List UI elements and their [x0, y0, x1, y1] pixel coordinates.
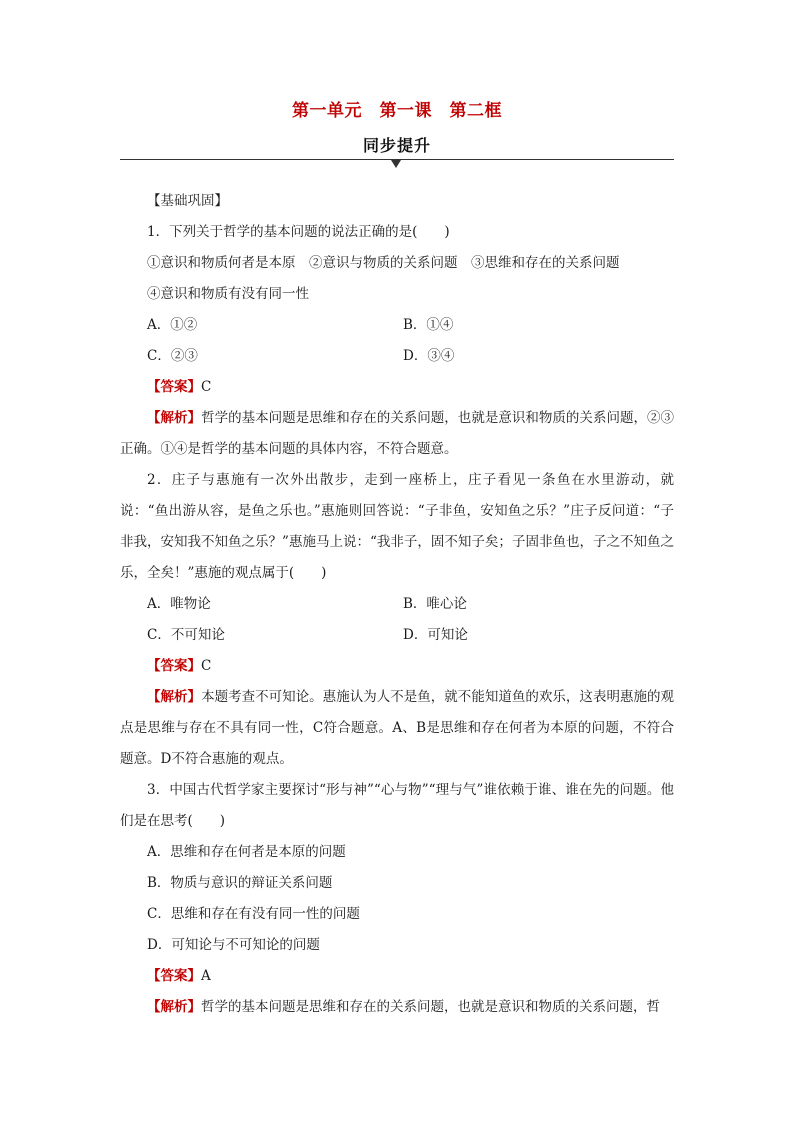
q2-option-d: D．可知论: [403, 627, 468, 643]
q1-answer-value: C: [201, 379, 212, 395]
q1-option-a: A．①②: [147, 317, 198, 333]
q3-option-c: C．思维和存在有没有同一性的问题: [147, 906, 360, 922]
q3-option-a: A．思维和存在何者是本原的问题: [147, 844, 346, 860]
q2-option-a: A．唯物论: [147, 596, 211, 612]
q1-stem: 1．下列关于哲学的基本问题的说法正确的是( ): [147, 224, 450, 240]
q3-answer: [120, 961, 674, 992]
q1-items-line1: ①意识和物质何者是本原 ②意识与物质的关系问题 ③思维和存在的关系问题: [147, 255, 620, 271]
answer-tag: 【答案】: [147, 968, 201, 984]
document-body: [120, 186, 674, 1023]
analysis-tag: 【解析】: [147, 689, 202, 705]
page-title: 第一单元 第一课 第二框: [292, 101, 502, 121]
q3-answer-value: A: [201, 968, 211, 984]
q2-analysis: [120, 682, 674, 775]
q3-option-b: B．物质与意识的辩证关系问题: [147, 875, 333, 891]
q1-option-b: B．①④: [403, 317, 454, 333]
q2-analysis-text: 本题考查不可知论。惠施认为人不是鱼，就不能知道鱼的欢乐，这表明惠施的观点是思维与存在不具有同一性，C符合题意。A、B是思维和存在何者为本原的问题，不符合题意。D不符合惠施的观点。: [120, 689, 675, 767]
q3-analysis: [120, 992, 674, 1023]
q1-options-row-2: [120, 341, 674, 372]
analysis-tag: 【解析】: [147, 999, 201, 1015]
q1-options-row-1: [120, 310, 674, 341]
q2-stem: 2．庄子与惠施有一次外出散步，走到一座桥上，庄子看见一条鱼在水里游动，就说：“鱼出游从容，是鱼之乐也。”惠施则回答说：“子非鱼，安知鱼之乐？”庄子反问道：“子非我，安知我不知鱼之乐？”惠施马上说：“我非子，固不知子矣；子固非鱼也，子之不知鱼之乐，全矣！”惠施的观点属于( ): [120, 472, 674, 581]
answer-tag: 【答案】: [147, 379, 201, 395]
section-label: 【基础巩固】: [147, 193, 228, 209]
q2-answer-value: C: [201, 658, 212, 674]
q1-analysis: [120, 403, 674, 465]
analysis-tag: 【解析】: [147, 410, 202, 426]
q3-option-d: D．可知论与不可知论的问题: [147, 937, 320, 953]
answer-tag: 【答案】: [147, 658, 201, 674]
page-subtitle: 同步提升: [362, 136, 431, 155]
q1-answer: [120, 372, 674, 403]
q1-option-c: C．②③: [147, 348, 198, 364]
q1-items-line2: ④意识和物质有没有同一性: [147, 286, 309, 302]
q2-answer: [120, 651, 674, 682]
q2-options-row-1: [120, 589, 674, 620]
q1-analysis-text: 哲学的基本问题是思维和存在的关系问题，也就是意识和物质的关系问题，②③正确。①④是哲学的基本问题的具体内容，不符合题意。: [120, 410, 675, 457]
q2-option-c: C．不可知论: [147, 627, 225, 643]
triangle-down-icon: [391, 160, 401, 168]
q1-option-d: D．③④: [403, 348, 455, 364]
q3-analysis-text: 哲学的基本问题是思维和存在的关系问题，也就是意识和物质的关系问题，哲: [201, 999, 660, 1015]
q2-option-b: B．唯心论: [403, 596, 467, 612]
q2-options-row-2: [120, 620, 674, 651]
subtitle-block: [120, 134, 674, 160]
q3-stem: 3．中国古代哲学家主要探讨“形与神”“心与物”“理与气”谁依赖于谁、谁在先的问题。他们是在思考( ): [120, 782, 674, 829]
